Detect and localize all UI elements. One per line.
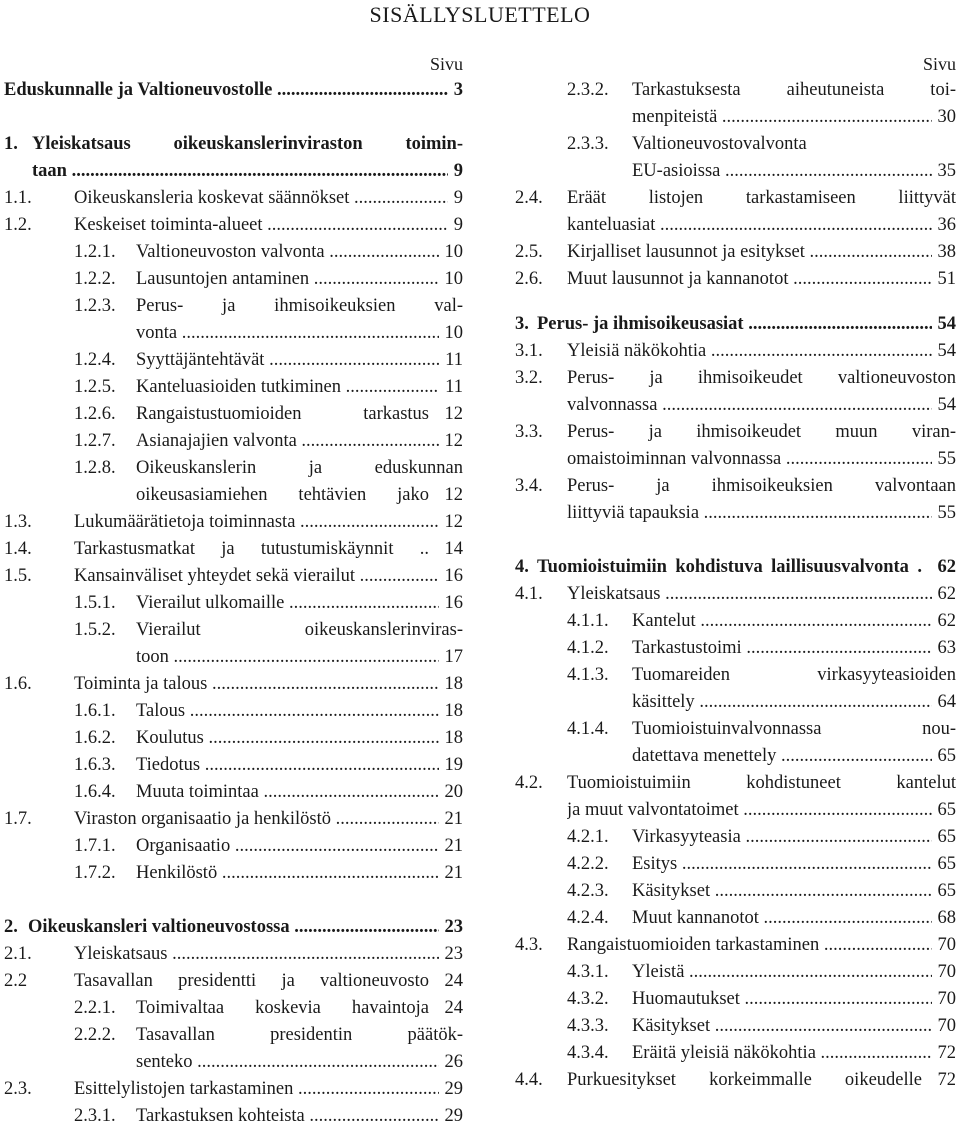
toc-entry: [4, 293, 463, 320]
toc-entry-page: 64: [932, 689, 957, 716]
toc-entry-number: 2.2.1.: [74, 998, 116, 1018]
toc-entry-title: Oikeuskansleria koskevat säännökset .....: [74, 185, 463, 212]
toc-entry-title: Viraston organisaatio ja henkilöstö .....: [74, 806, 463, 833]
toc-entry-number: 1.7.1.: [74, 836, 116, 856]
toc-entry-page: 35: [932, 158, 957, 185]
toc-entry-title: Valtioneuvostovalvonta: [632, 134, 807, 154]
toc-entry: [4, 1049, 463, 1076]
toc-entry-page: 65: [932, 743, 957, 770]
toc-entry-number: 1.4.: [4, 539, 32, 559]
toc-entry-page: 21: [439, 860, 464, 887]
toc-entry-number: 4.1.1.: [567, 611, 609, 631]
toc-entry: [515, 770, 956, 797]
toc-entry-number: 4.2.1.: [567, 827, 609, 847]
toc-entry-title: Virkasyyteasia .....: [632, 824, 956, 851]
toc-entry-page: 38: [932, 239, 957, 266]
toc-entry-page: 70: [932, 1013, 957, 1040]
toc-entry-title: Tarkastusmatkat ja tutustumiskäynnit ..: [74, 539, 429, 559]
toc-entry: [4, 590, 463, 617]
toc-entry-title: Kantelut .....: [632, 608, 956, 635]
toc-entry-title: Lausuntojen antaminen .....: [136, 266, 463, 293]
toc-entry-page: 36: [932, 212, 957, 239]
toc-entry-page: 10: [439, 266, 464, 293]
toc-entry-page: 65: [932, 878, 957, 905]
toc-entry-page: 54: [932, 311, 957, 338]
toc-entry-title: Tuomioistuinvalvonnassa nou-: [632, 719, 956, 739]
toc-entry-title: Tuomioistuimiin kohdistuneet kantelut: [567, 773, 956, 793]
toc-entry-page: 29: [439, 1076, 464, 1103]
toc-entry-title: Vierailut ulkomaille .....: [136, 590, 463, 617]
toc-entry: [515, 104, 956, 131]
toc-entry: [515, 77, 956, 104]
toc-entry: [4, 968, 463, 995]
toc-entry-title: oikeusasiamiehen tehtävien jako: [136, 485, 429, 505]
toc-entry-title: Tasavallan presidentti ja valtioneuvosto: [74, 971, 429, 991]
toc-entry-title: Tiedotus .....: [136, 752, 463, 779]
toc-entry-number: 4.3.1.: [567, 962, 609, 982]
toc-entry-title: senteko .....: [136, 1049, 463, 1076]
toc-entry: [4, 239, 463, 266]
toc-entry-number: 1.6.2.: [74, 728, 116, 748]
toc-entry-title: Purkuesitykset korkeimmalle oikeudelle: [567, 1070, 922, 1090]
toc-entry-title: Perus- ja ihmisoikeudet muun viran-: [567, 422, 956, 442]
toc-entry-title: Valtioneuvoston valvonta .....: [136, 239, 463, 266]
toc-entry: [515, 905, 956, 932]
toc-entry: [4, 806, 463, 833]
toc-column-left: [4, 51, 463, 1130]
toc-entry-title: toon .....: [136, 644, 463, 671]
toc-entry-title: vonta .....: [136, 320, 463, 347]
page-column-header: Sivu: [429, 54, 463, 74]
toc-entry-number: 2.6.: [515, 269, 543, 289]
toc-entry-number: 2.1.: [4, 944, 32, 964]
toc-entry-title: Eräät listojen tarkastamiseen liittyvät: [567, 188, 956, 208]
toc-entry: [4, 617, 463, 644]
toc-entry: [4, 482, 463, 509]
toc-entry-title: Lukumäärätietoja toiminnasta .....: [74, 509, 463, 536]
toc-entry-number: 2.4.: [515, 188, 543, 208]
toc-entry-number: 3.4.: [515, 476, 543, 496]
toc-entry-title: Yleiskatsaus oikeuskanslerinviraston toimin-: [32, 134, 463, 154]
toc-entry-page: 16: [439, 563, 464, 590]
toc-entry-title: Käsitykset .....: [632, 1013, 956, 1040]
toc-entry-page: 23: [439, 941, 464, 968]
toc-entry-page: 62: [932, 581, 957, 608]
toc-entry-title: Tuomareiden virkasyyteasioiden: [632, 665, 956, 685]
toc-entry: [4, 77, 463, 104]
toc-entry-title: valvonnassa .....: [567, 392, 956, 419]
toc-entry-title: ja muut valvontatoimet .....: [567, 797, 956, 824]
toc-entry-title: Keskeiset toiminta-alueet .....: [74, 212, 463, 239]
toc-entry-title: Talous .....: [136, 698, 463, 725]
toc-entry-page: 3: [448, 77, 463, 104]
toc-entry-title: Oikeuskanslerin ja eduskunnan: [136, 458, 463, 478]
toc-list-right: [515, 77, 956, 1094]
toc-entry-page: 65: [932, 797, 957, 824]
toc-entry-number: 1.3.: [4, 512, 32, 532]
toc-entry-number: 3.3.: [515, 422, 543, 442]
toc-entry-number: 4.3.3.: [567, 1016, 609, 1036]
toc-entry-page: 18: [439, 698, 464, 725]
toc-entry-number: 4.1.2.: [567, 638, 609, 658]
toc-entry: [515, 1040, 956, 1067]
toc-entry-title: Koulutus .....: [136, 725, 463, 752]
toc-entry-number: 4.2.4.: [567, 908, 609, 928]
toc-entry-number: 1.5.2.: [74, 620, 116, 640]
toc-entry-title: Vierailut oikeuskanslerinviras-: [136, 620, 463, 640]
toc-entry-number: 4.1.3.: [567, 665, 609, 685]
toc-entry-page: 26: [439, 1049, 464, 1076]
toc-entry: [4, 320, 463, 347]
toc-entry: [515, 878, 956, 905]
toc-entry-title: Yleisiä näkökohtia .....: [567, 338, 956, 365]
toc-entry: [4, 509, 463, 536]
toc-entry-number: 4.3.4.: [567, 1043, 609, 1063]
toc-entry-number: 4.1.: [515, 584, 543, 604]
toc-entry: [515, 716, 956, 743]
toc-entry-title: Esitys .....: [632, 851, 956, 878]
toc-entry-page: 12: [439, 401, 464, 428]
toc-entry-number: 4.3.: [515, 935, 543, 955]
toc-entry-title: Yleistä .....: [632, 959, 956, 986]
toc-entry-title: EU-asioissa .....: [632, 158, 956, 185]
toc-entry-number: 1.6.3.: [74, 755, 116, 775]
toc-entry: [515, 743, 956, 770]
toc-spacer: [4, 104, 463, 131]
toc-entry-page: 18: [439, 725, 464, 752]
toc-entry-number: 4.: [515, 557, 529, 577]
toc-entry-number: 1.7.: [4, 809, 32, 829]
toc-entry-title: Tarkastustoimi .....: [632, 635, 956, 662]
toc-entry-page: 29: [439, 1103, 464, 1130]
toc-entry: [515, 158, 956, 185]
page-column-header: Sivu: [922, 54, 956, 74]
toc-entry: [515, 959, 956, 986]
toc-entry-number: 4.3.2.: [567, 989, 609, 1009]
toc-entry-page: 23: [439, 914, 464, 941]
toc-entry-title: Tuomioistuimiin kohdistuva laillisuusvalvonta .: [537, 557, 922, 577]
toc-entry: [4, 698, 463, 725]
toc-entry: [4, 914, 463, 941]
toc-entry-title: Henkilöstö .....: [136, 860, 463, 887]
toc-entry-title: liittyviä tapauksia .....: [567, 500, 956, 527]
toc-entry-title: Kirjalliset lausunnot ja esitykset .....: [567, 239, 956, 266]
toc-entry-page: 30: [932, 104, 957, 131]
toc-entry-page: 21: [439, 806, 464, 833]
toc-entry: [4, 1103, 463, 1130]
toc-entry-number: 1.1.: [4, 188, 32, 208]
toc-entry: [515, 932, 956, 959]
toc-entry: [515, 689, 956, 716]
toc-entry: [4, 941, 463, 968]
toc-entry-page: 54: [932, 338, 957, 365]
toc-entry-number: 4.1.4.: [567, 719, 609, 739]
toc-entry: [4, 212, 463, 239]
toc-entry-number: 4.2.: [515, 773, 543, 793]
toc-entry-title: Oikeuskansleri valtioneuvostossa .....: [28, 914, 463, 941]
toc-entry-title: käsittely .....: [632, 689, 956, 716]
toc-entry-page: 12: [439, 428, 464, 455]
toc-entry-number: 4.4.: [515, 1070, 543, 1090]
toc-entry-page: 70: [932, 932, 957, 959]
toc-entry-page: 72: [932, 1067, 957, 1094]
toc-entry-number: 1.2.2.: [74, 269, 116, 289]
toc-entry-number: 2.5.: [515, 242, 543, 262]
toc-entry-title: Toimivaltaa koskevia havaintoja: [136, 998, 429, 1018]
toc-entry-title: Kansainväliset yhteydet sekä vierailut .....: [74, 563, 463, 590]
toc-entry-title: menpiteistä .....: [632, 104, 956, 131]
toc-entry-number: 4.2.2.: [567, 854, 609, 874]
toc-entry: [515, 338, 956, 365]
toc-entry: [4, 455, 463, 482]
toc-entry-page: 24: [439, 995, 464, 1022]
toc-entry-number: 3.2.: [515, 368, 543, 388]
toc-entry-title: Syyttäjäntehtävät .....: [136, 347, 463, 374]
toc-entry: [515, 500, 956, 527]
toc-entry-title: Perus- ja ihmisoikeusasiat .....: [537, 311, 956, 338]
toc-entry-number: 2.3.2.: [567, 80, 609, 100]
toc-entry: [4, 131, 463, 158]
toc-entry: [4, 752, 463, 779]
toc-spacer: [4, 887, 463, 914]
toc-entry: [515, 473, 956, 500]
toc-entry-page: 11: [439, 347, 463, 374]
toc-entry-title: Tarkastuksen kohteista .....: [136, 1103, 463, 1130]
toc-entry: [4, 374, 463, 401]
toc-entry-number: 1.2.6.: [74, 404, 116, 424]
toc-entry: [515, 1013, 956, 1040]
toc-entry-title: Käsitykset .....: [632, 878, 956, 905]
toc-entry: [4, 860, 463, 887]
toc-entry: [4, 428, 463, 455]
toc-spacer: [515, 527, 956, 554]
toc-entry: [515, 239, 956, 266]
toc-entry-page: 65: [932, 824, 957, 851]
toc-entry: [4, 779, 463, 806]
toc-entry-page: 70: [932, 986, 957, 1013]
toc-entry-page: 10: [439, 239, 464, 266]
toc-list-left: [4, 77, 463, 1130]
toc-entry-number: 2.3.3.: [567, 134, 609, 154]
toc-entry-page: 9: [448, 212, 463, 239]
toc-entry-number: 1.2.1.: [74, 242, 116, 262]
toc-entry-number: 1.6.4.: [74, 782, 116, 802]
toc-entry-page: 18: [439, 671, 464, 698]
toc-entry-number: 1.2.4.: [74, 350, 116, 370]
toc-entry: [4, 833, 463, 860]
toc-entry-title: Esittelylistojen tarkastaminen .....: [74, 1076, 463, 1103]
toc-entry-number: 2.3.: [4, 1079, 32, 1099]
toc-entry: [515, 824, 956, 851]
toc-entry-page: 21: [439, 833, 464, 860]
toc-entry-title: Muut lausunnot ja kannanotot .....: [567, 266, 956, 293]
toc-entry-title: Asianajajien valvonta .....: [136, 428, 463, 455]
toc-entry-page: 55: [932, 500, 957, 527]
toc-entry-number: 1.5.1.: [74, 593, 116, 613]
toc-entry: [4, 347, 463, 374]
toc-entry-page: 10: [439, 320, 464, 347]
toc-entry-number: 1.7.2.: [74, 863, 116, 883]
toc-entry-number: 2.3.1.: [74, 1106, 116, 1126]
toc-entry-title: Yleiskatsaus .....: [74, 941, 463, 968]
toc-entry-number: 2.: [4, 917, 18, 937]
toc-entry: [4, 644, 463, 671]
toc-entry-number: 1.6.1.: [74, 701, 116, 721]
toc-entry: [515, 635, 956, 662]
toc-entry-number: 3.1.: [515, 341, 543, 361]
toc-entry-title: taan .....: [32, 158, 463, 185]
toc-entry-title: Muut kannanotot .....: [632, 905, 956, 932]
page-title: SISÄLLYSLUETTELO: [369, 2, 591, 27]
toc-entry-title: kanteluasiat .....: [567, 212, 956, 239]
toc-entry: [515, 986, 956, 1013]
toc-entry-number: 1.5.: [4, 566, 32, 586]
toc-entry: [4, 185, 463, 212]
toc-entry: [515, 392, 956, 419]
toc-entry-title: Tasavallan presidentin päätök-: [136, 1025, 463, 1045]
toc-entry-page: 70: [932, 959, 957, 986]
toc-entry-title: Rangaistuomioiden tarkastaminen .....: [567, 932, 956, 959]
toc-entry: [515, 212, 956, 239]
toc-entry-number: 1.2.3.: [74, 296, 116, 316]
toc-entry-number: 1.6.: [4, 674, 32, 694]
toc-entry: [4, 266, 463, 293]
toc-entry-page: 68: [932, 905, 957, 932]
toc-entry: [515, 131, 956, 158]
toc-entry: [515, 1067, 956, 1094]
toc-entry-title: Eduskunnalle ja Valtioneuvostolle .....: [4, 77, 463, 104]
toc-entry-page: 62: [932, 554, 957, 581]
toc-entry-page: 9: [448, 185, 463, 212]
toc-entry-title: Perus- ja ihmisoikeuksien valvontaan: [567, 476, 956, 496]
toc-entry-page: 9: [448, 158, 463, 185]
toc-entry: [515, 185, 956, 212]
toc-entry-page: 20: [439, 779, 464, 806]
toc-entry-page: 12: [439, 482, 464, 509]
toc-entry-title: Organisaatio .....: [136, 833, 463, 860]
toc-entry-title: Eräitä yleisiä näkökohtia .....: [632, 1040, 956, 1067]
toc-entry: [4, 401, 463, 428]
toc-entry-page: 14: [439, 536, 464, 563]
toc-entry-title: Huomautukset .....: [632, 986, 956, 1013]
toc-entry-number: 2.2.2.: [74, 1025, 116, 1045]
toc-entry-number: 1.2.8.: [74, 458, 116, 478]
toc-entry-number: 3.: [515, 314, 529, 334]
toc-entry: [515, 662, 956, 689]
toc-entry: [4, 725, 463, 752]
toc-entry: [4, 536, 463, 563]
toc-entry: [515, 311, 956, 338]
toc-entry-page: 12: [439, 509, 464, 536]
toc-entry-title: Toiminta ja talous .....: [74, 671, 463, 698]
toc-entry-number: 1.2.: [4, 215, 32, 235]
toc-entry-page: 55: [932, 446, 957, 473]
toc-entry-number: 1.2.7.: [74, 431, 116, 451]
toc-spacer: [515, 293, 956, 311]
toc-entry-page: 63: [932, 635, 957, 662]
toc-entry: [515, 266, 956, 293]
toc-entry-page: 72: [932, 1040, 957, 1067]
toc-entry-page: 11: [439, 374, 463, 401]
toc-entry-number: 4.2.3.: [567, 881, 609, 901]
toc-entry-page: 17: [439, 644, 464, 671]
toc-entry: [515, 797, 956, 824]
toc-entry-page: 62: [932, 608, 957, 635]
toc-entry: [515, 419, 956, 446]
toc-entry-page: 16: [439, 590, 464, 617]
toc-entry: [4, 671, 463, 698]
toc-entry-title: Kanteluasioiden tutkiminen .....: [136, 374, 463, 401]
toc-entry-number: 1.: [4, 134, 18, 154]
toc-entry-page: 24: [439, 968, 464, 995]
toc-column-right: [515, 51, 956, 1094]
toc-entry: [4, 995, 463, 1022]
toc-entry-title: Tarkastuksesta aiheutuneista toi-: [632, 80, 956, 100]
toc-entry: [4, 1076, 463, 1103]
toc-entry: [515, 608, 956, 635]
toc-entry-title: omaistoiminnan valvonnassa .....: [567, 446, 956, 473]
toc-entry-page: 65: [932, 851, 957, 878]
toc-entry: [515, 554, 956, 581]
toc-entry: [515, 581, 956, 608]
toc-entry-title: Muuta toimintaa .....: [136, 779, 463, 806]
toc-entry-page: 51: [932, 266, 957, 293]
toc-entry: [4, 1022, 463, 1049]
toc-entry-number: 2.2: [4, 971, 28, 991]
toc-entry: [4, 158, 463, 185]
toc-entry: [515, 446, 956, 473]
toc-entry: [4, 563, 463, 590]
toc-entry-title: Rangaistustuomioiden tarkastus: [136, 404, 429, 424]
toc-entry-page: 54: [932, 392, 957, 419]
toc-entry-number: 1.2.5.: [74, 377, 116, 397]
toc-entry-title: Perus- ja ihmisoikeudet valtioneuvoston: [567, 368, 956, 388]
toc-entry: [515, 365, 956, 392]
toc-entry-title: Yleiskatsaus .....: [567, 581, 956, 608]
toc-entry-title: Perus- ja ihmisoikeuksien val-: [136, 296, 463, 316]
toc-entry: [515, 851, 956, 878]
toc-entry-page: 19: [439, 752, 464, 779]
toc-entry-title: datettava menettely .....: [632, 743, 956, 770]
